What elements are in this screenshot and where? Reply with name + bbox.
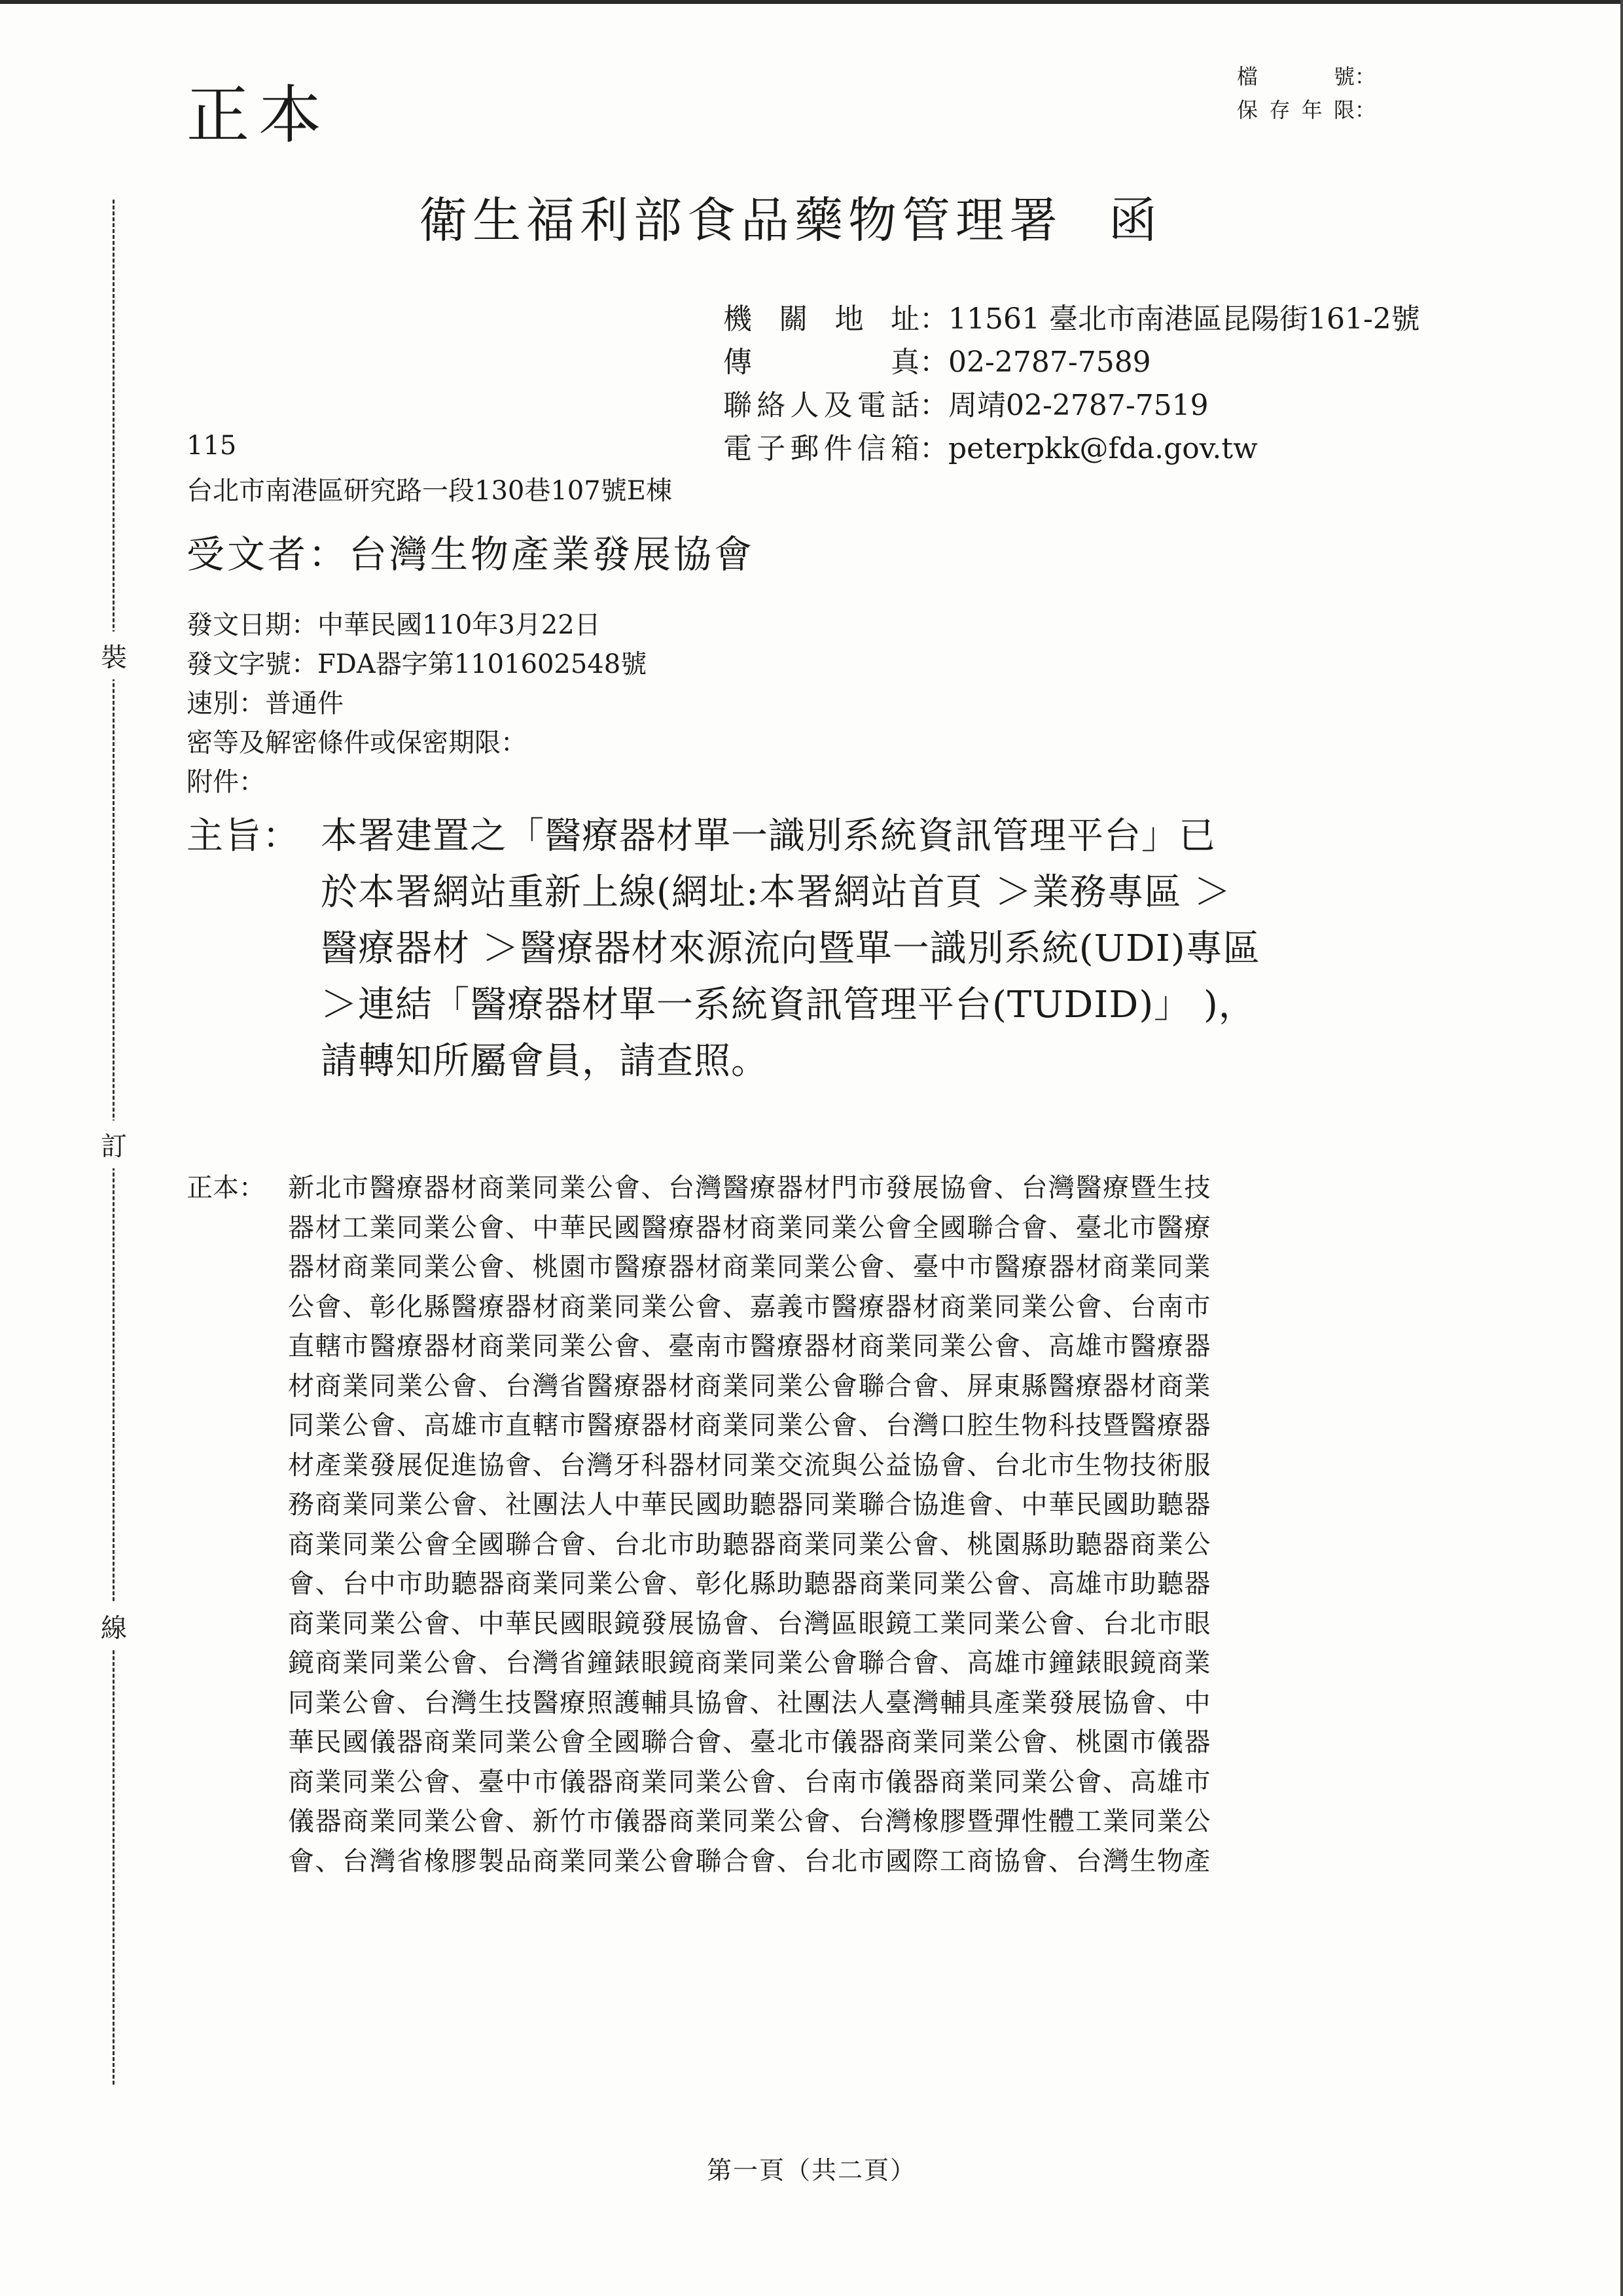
email-label: 電子郵件信箱 [723,432,919,465]
page-footer: 第一頁（共二頁） [706,2156,916,2185]
speed-value: 普通件 [265,689,344,719]
attachment-label: 附件 [187,767,239,797]
number-label: 發文字號 [187,649,291,679]
top-border [0,0,1623,4]
date-label: 發文日期 [187,610,291,640]
fax-label: 傳真 [723,346,919,379]
right-border [1620,0,1623,2296]
document-number: FDA器字第1101602548號 [317,649,647,679]
contact-person: 周靖02-2787-7519 [948,389,1209,422]
file-no-label: 檔號 [1237,64,1355,89]
contact-email: peterpkk@fda.gov.tw [948,432,1258,465]
subject-section: 主旨： 本署建置之「醫療器材單一識別系統資訊管理平台」已 於本署網站重新上線(網址:本署網站首頁 ＞業務專區 ＞ 醫療器材 ＞醫療器材來源流向暨單一識別系統(UDI)專區 ＞連結「醫療器材單一系統資訊管理平台(TUDID)」 )， 請轉知所屬會員，請查照。 [187,808,1440,1090]
subject-label: 主旨 [187,815,262,857]
file-meta: 檔號 ： 保存年限 ： [1237,60,1381,127]
recipient-address: 台北市南港區研究路一段130巷107號E棟 [187,476,672,506]
recipient-line: 受文者：台灣生物產業發展協會 [187,532,755,577]
distribution-label: 正本 [187,1173,239,1203]
distribution-section: 正本： 新北市醫療器材商業同業公會、台灣醫療器材門市發展協會、台灣醫療暨生技 器材工業同業公會、中華民國醫療器材商業同業公會全國聯合會、臺北市醫療 器材商業同業公會、桃園市醫療器材商業同業公會、臺中市醫療器材商業同業 公會、彰化縣醫療器材商業同業公會、嘉義市醫療器材商業同業公會、台南市 直轄市醫療器材商業同業公會、臺南市醫療器材商業同業公會、高雄市醫療器 材商業同業公會、台灣省醫療器材商業同業公會聯合會、屏東縣醫療器材商業 同業公會、高雄市直轄市醫療器材商業同業公會、台灣口腔生物科技暨醫療器 材產業發展促進協會、台灣牙科器材同業交流與公益協會、台北市生物技術服 務商業同業公會、社團法人中華民國助聽器同業聯合協進會、中華民國助聽器 商業同業公會全國聯合會、台北市助聽器商業同業公會、桃園縣助聽器商業公 會、台中市助聽器商業同業公會、彰化縣助聽器商業同業公會、高雄市助聽器 商業同業公會、中華民國眼鏡發展協會、台灣區眼鏡工業同業公會、台北市眼 鏡商業同業公會、台灣省鐘錶眼鏡商業同業公會聯合會、高雄市鐘錶眼鏡商業 同業公會、台灣生技醫療照護輔具協會、社團法人臺灣輔具產業發展協會、中 華民國儀器商業同業公會全國聯合會、臺北市儀器商業同業公會、桃園市儀器 商業同業公會、臺中市儀器商業同業公會、台南市儀器商業同業公會、高雄市 儀器商業同業公會、新竹市儀器商業同業公會、台灣橡膠暨彈性體工業同業公 會、台灣省橡膠製品商業同業公會聯合會、台北市國際工商協會、台灣生物產 [187,1168,1433,1881]
recipient-zip: 115 [187,431,237,461]
distribution-list: 新北市醫療器材商業同業公會、台灣醫療器材門市發展協會、台灣醫療暨生技 器材工業同業公會、中華民國醫療器材商業同業公會全國聯合會、臺北市醫療 器材商業同業公會、桃園市醫療器材商業同業公會、臺中市醫療器材商業同業 公會、彰化縣醫療器材商業同業公會、嘉義市醫療器材商業同業公會、台南市 直轄市醫療器材商業同業公會、臺南市醫療器材商業同業公會、高雄市醫療器 材商業同業公會、台灣省醫療器材商業同業公會聯合會、屏東縣醫療器材商業 同業公會、高雄市直轄市醫療器材商業同業公會、台灣口腔生物科技暨醫療器 材產業發展促進協會、台灣牙科器材同業交流與公益協會、台北市生物技術服 務商業同業公會、社團法人中華民國助聽器同業聯合協進會、中華民國助聽器 商業同業公會全國聯合會、台北市助聽器商業同業公會、桃園縣助聽器商業公 會、台中市助聽器商業同業公會、彰化縣助聽器商業同業公會、高雄市助聽器 商業同業公會、中華民國眼鏡發展協會、台灣區眼鏡工業同業公會、台北市眼 鏡商業同業公會、台灣省鐘錶眼鏡商業同業公會聯合會、高雄市鐘錶眼鏡商業 同業公會、台灣生技醫療照護輔具協會、社團法人臺灣輔具產業發展協會、中 華民國儀器商業同業公會全國聯合會、臺北市儀器商業同業公會、桃園市儀器 商業同業公會、臺中市儀器商業同業公會、台南市儀器商業同業公會、高雄市 儀器商業同業公會、新竹市儀器商業同業公會、台灣橡膠暨彈性體工業同業公 會、台灣省橡膠製品商業同業公會聯合會、台北市國際工商協會、台灣生物產 [288,1173,1211,1876]
address-label: 機關地址 [723,302,919,336]
recipient-name: 台灣生物產業發展協會 [349,532,755,577]
agency-address: 11561 臺北市南港區昆陽街161-2號 [948,302,1420,336]
original-copy-stamp: 正本 [187,79,330,152]
retention-label: 保存年限 [1237,98,1355,123]
fax-number: 02-2787-7589 [948,346,1151,379]
document-meta: 發文日期：中華民國110年3月22日 發文字號：FDA器字第1101602548號 速別：普通件 密等及解密條件或保密期限： 附件： [187,610,647,797]
document-type: 函 [1109,192,1162,249]
speed-label: 速別 [187,689,239,719]
issue-date: 中華民國110年3月22日 [317,610,601,640]
document-title [419,192,1162,249]
contact-block: 機關地址 ： 11561 臺北市南港區昆陽街161-2號 傳真 ： 02-2787-7589 聯絡人及電話 ： 周靖02-2787-7519 電子郵件信箱 ： peterpkk@fda.gov.tw [723,298,1420,471]
binding-char-xian: 線 [98,1602,130,1650]
contact-person-label: 聯絡人及電話 [723,389,919,422]
recipient-label: 受文者 [187,532,309,577]
binding-char-zhuang: 裝 [98,632,130,679]
subject-text: 本署建置之「醫療器材單一識別系統資訊管理平台」已 於本署網站重新上線(網址:本署網站首頁 ＞業務專區 ＞ 醫療器材 ＞醫療器材來源流向暨單一識別系統(UDI)專區 ＞連結「醫療器材單一系統資訊管理平台(TUDID)」 )， 請轉知所屬會員，請查照。 [321,815,1260,1083]
agency-name: 衛生福利部食品藥物管理署 [419,192,1063,249]
binding-char-ding: 訂 [98,1121,130,1168]
secrecy-label: 密等及解密條件或保密期限 [187,728,501,758]
